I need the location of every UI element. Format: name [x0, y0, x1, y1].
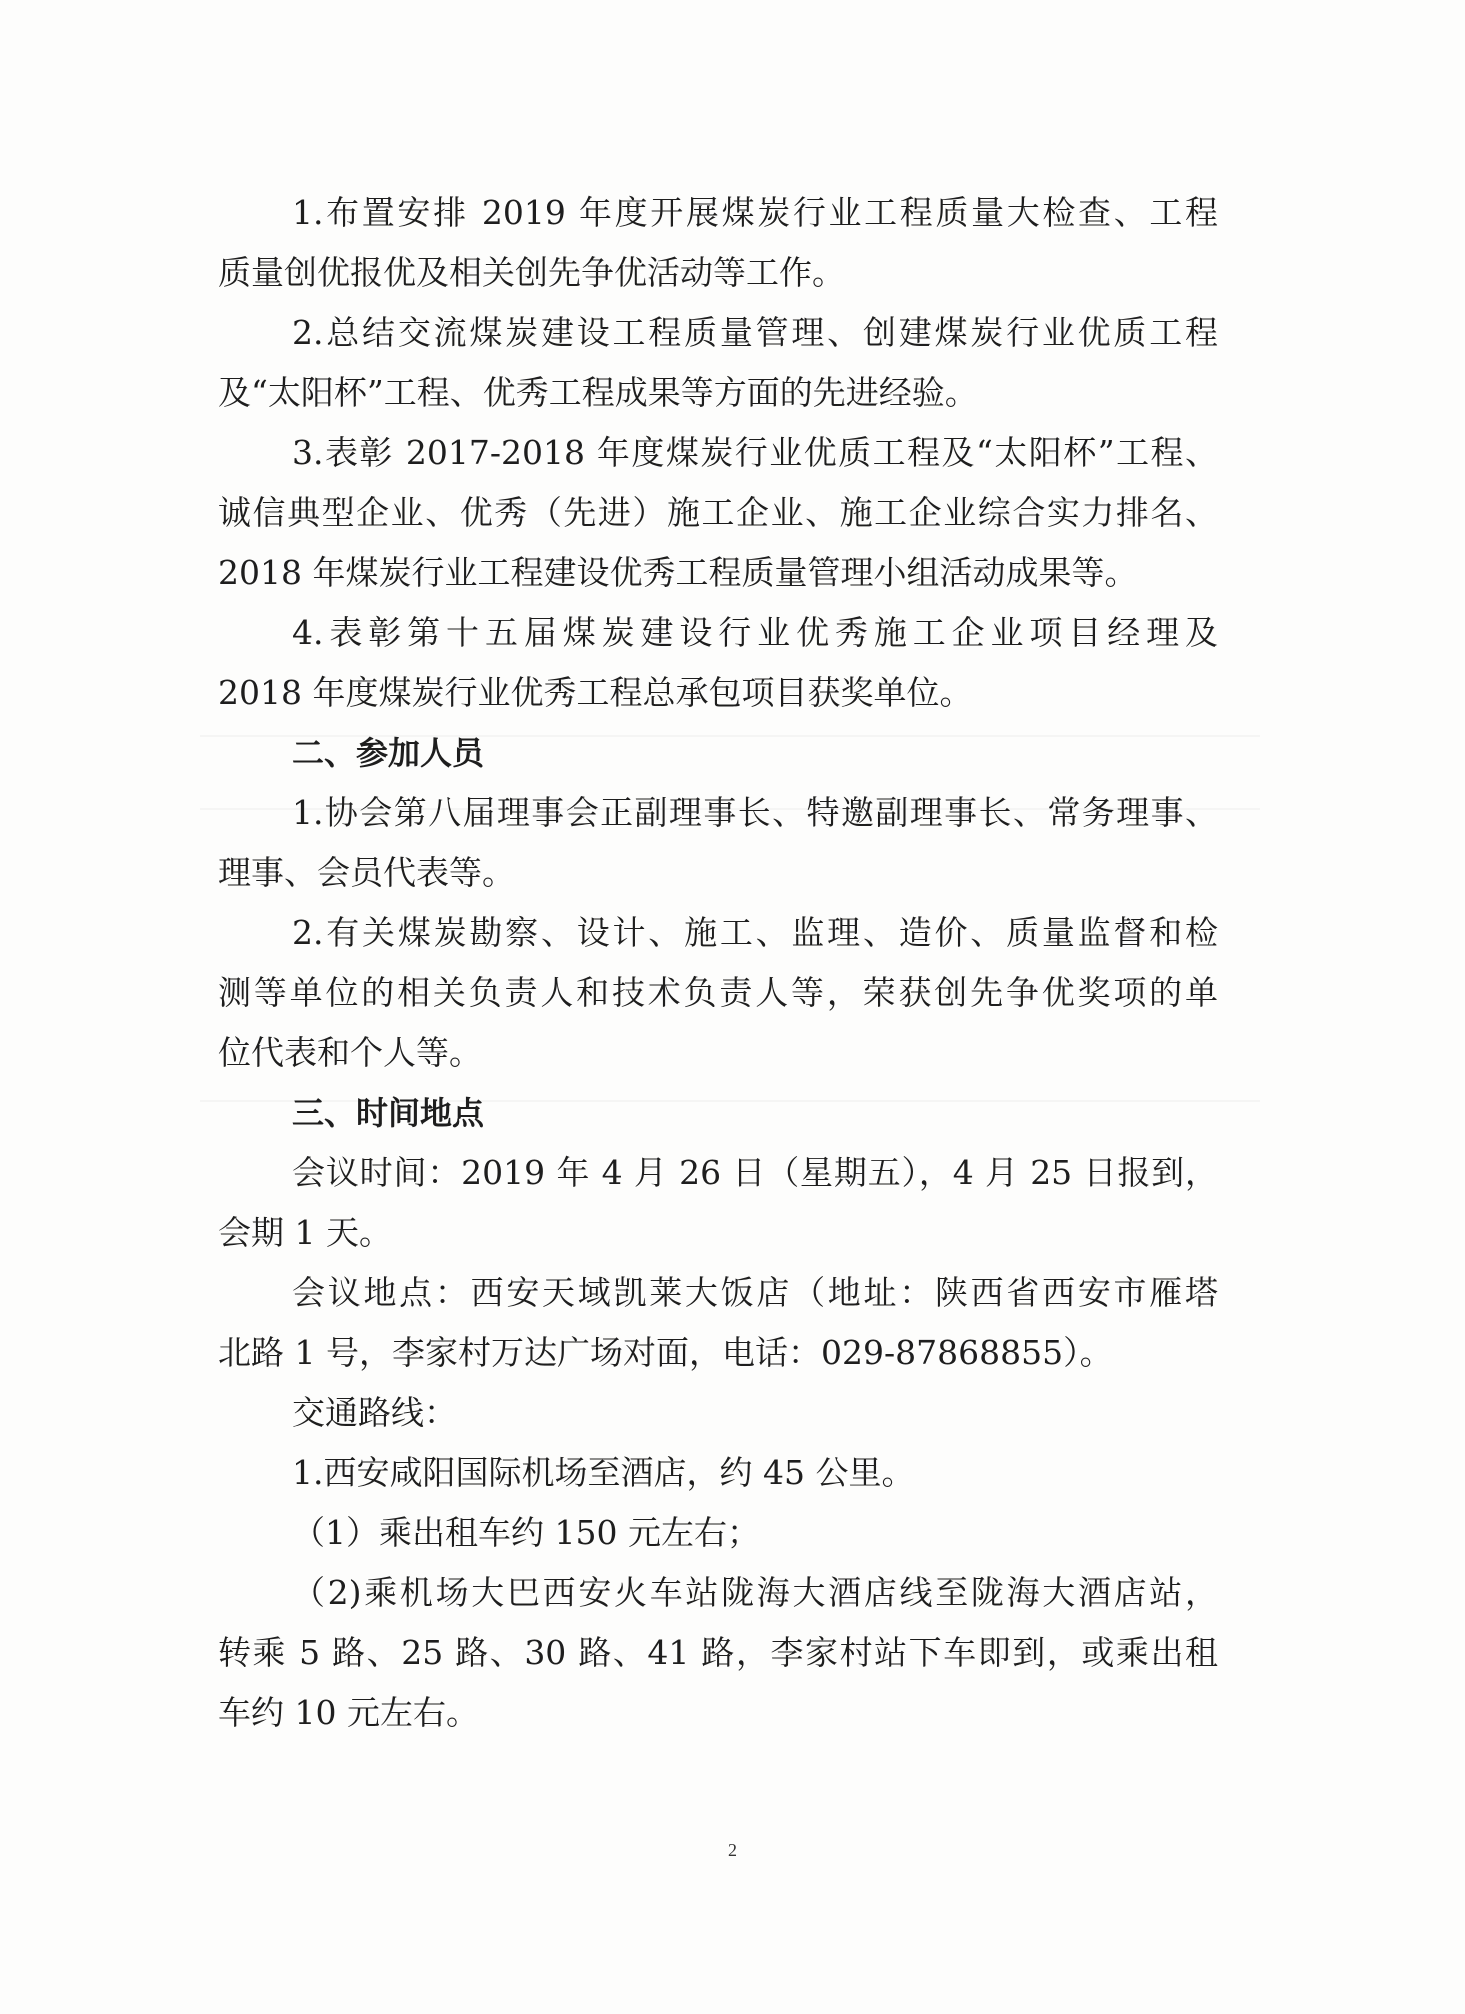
- text-line: 1.布置安排 2019 年度开展煤炭行业工程质量大检查、工程: [292, 193, 1218, 232]
- page-number: 2: [728, 1840, 737, 1860]
- text-line: 交通路线：: [292, 1393, 457, 1432]
- text-line: 2.有关煤炭勘察、设计、施工、监理、造价、质量监督和检: [292, 913, 1218, 952]
- text-line: 理事、会员代表等。: [218, 853, 515, 892]
- text-line: 诚信典型企业、优秀（先进）施工企业、施工企业综合实力排名、: [218, 493, 1218, 532]
- text-line: 北路 1 号，李家村万达广场对面，电话：029-87868855）。: [218, 1333, 1113, 1372]
- text-line: （2)乘机场大巴西安火车站陇海大酒店线至陇海大酒店站，: [292, 1573, 1218, 1612]
- text-line: 2018 年煤炭行业工程建设优秀工程质量管理小组活动成果等。: [218, 553, 1138, 592]
- text-line: 会期 1 天。: [218, 1213, 392, 1252]
- text-line: 1.协会第八届理事会正副理事长、特邀副理事长、常务理事、: [292, 793, 1218, 832]
- text-line: 2.总结交流煤炭建设工程质量管理、创建煤炭行业优质工程: [292, 313, 1218, 352]
- text-line: 转乘 5 路、25 路、30 路、41 路，李家村站下车即到，或乘出租: [218, 1633, 1218, 1672]
- text-line: （1）乘出租车约 150 元左右；: [292, 1513, 760, 1552]
- text-line: 测等单位的相关负责人和技术负责人等，荣获创先争优奖项的单: [218, 973, 1218, 1012]
- text-line: 会议地点：西安天域凯莱大饭店（地址：陕西省西安市雁塔: [292, 1273, 1218, 1312]
- text-line: 位代表和个人等。: [218, 1033, 482, 1072]
- text-line: 车约 10 元左右。: [218, 1693, 479, 1732]
- text-line: 1.西安咸阳国际机场至酒店，约 45 公里。: [292, 1453, 915, 1492]
- section-heading: 二、参加人员: [292, 734, 485, 772]
- text-line: 4.表彰第十五届煤炭建设行业优秀施工企业项目经理及: [292, 613, 1218, 652]
- document-body: [218, 183, 1218, 1743]
- text-line: 3.表彰 2017-2018 年度煤炭行业优质工程及“太阳杯”工程、: [292, 433, 1218, 472]
- text-line: 2018 年度煤炭行业优秀工程总承包项目获奖单位。: [218, 673, 973, 712]
- text-line: 质量创优报优及相关创先争优活动等工作。: [218, 253, 845, 292]
- text-line: 会议时间：2019 年 4 月 26 日（星期五），4 月 25 日报到，: [292, 1153, 1218, 1192]
- section-heading: 三、时间地点: [292, 1094, 485, 1132]
- text-line: 及“太阳杯”工程、优秀工程成果等方面的先进经验。: [218, 373, 978, 412]
